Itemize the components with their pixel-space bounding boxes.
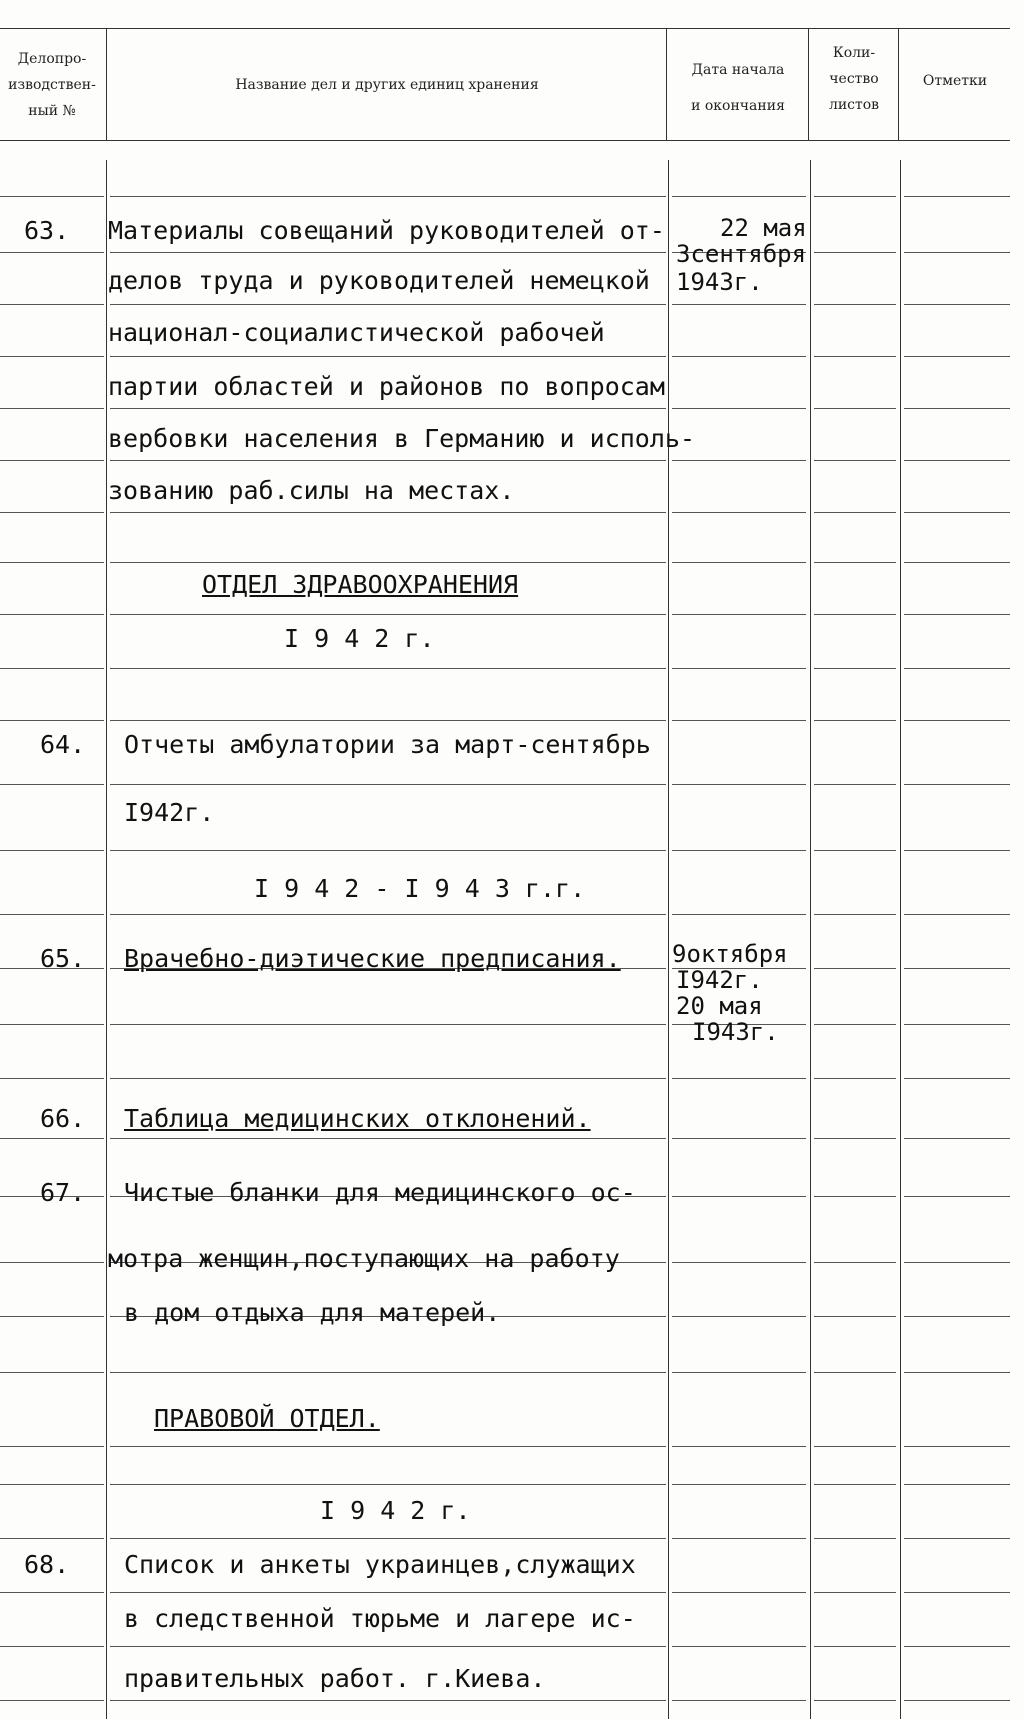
- entry-number: 63.: [24, 216, 70, 245]
- entry-number: 65.: [40, 944, 86, 973]
- entry-date: 20 мая: [676, 992, 763, 1020]
- ruled-line: [0, 1646, 104, 1647]
- entry-date: I942г.: [676, 966, 763, 994]
- header-sheets-line: листов: [828, 97, 880, 113]
- column-divider: [668, 160, 669, 1719]
- ruled-line: [672, 1262, 806, 1263]
- ruled-line: [110, 252, 666, 253]
- ruled-line: [814, 1446, 896, 1447]
- entry-date: 3сентября: [676, 240, 807, 268]
- ruled-line: [110, 1592, 666, 1593]
- ruled-line: [904, 356, 1010, 357]
- ruled-line: [0, 720, 104, 721]
- ruled-line: [904, 512, 1010, 513]
- ruled-line: [110, 1138, 666, 1139]
- ruled-line: [672, 1484, 806, 1485]
- ruled-line: [110, 784, 666, 785]
- ruled-line: [814, 720, 896, 721]
- entry-title-line: Врачебно-диэтические предписания.: [124, 944, 621, 973]
- ruled-line: [110, 614, 666, 615]
- ruled-line: [0, 1372, 104, 1373]
- ruled-line: [814, 668, 896, 669]
- ruled-line: [672, 784, 806, 785]
- ruled-line: [0, 460, 104, 461]
- entry-title-line: мотра женщин,поступающих на работу: [108, 1244, 620, 1273]
- entry-number: 67.: [40, 1178, 86, 1207]
- entry-title-line: I942г.: [124, 798, 215, 827]
- ruled-line: [904, 1196, 1010, 1197]
- ruled-line: [672, 196, 806, 197]
- ruled-line: [0, 252, 104, 253]
- ruled-line: [904, 1372, 1010, 1373]
- ruled-line: [814, 408, 896, 409]
- ruled-line: [0, 304, 104, 305]
- ruled-line: [110, 1372, 666, 1373]
- ruled-line: [904, 196, 1010, 197]
- ruled-line: [904, 1078, 1010, 1079]
- ruled-line: [110, 512, 666, 513]
- ruled-line: [904, 784, 1010, 785]
- ruled-line: [904, 304, 1010, 305]
- ruled-line: [904, 614, 1010, 615]
- entry-number: 64.: [40, 730, 86, 759]
- ruled-line: [904, 1538, 1010, 1539]
- ruled-line: [0, 1592, 104, 1593]
- ruled-line: [814, 1700, 896, 1701]
- ruled-line: [814, 1316, 896, 1317]
- ruled-line: [0, 850, 104, 851]
- ruled-line: [814, 1372, 896, 1373]
- entry-date: I943г.: [692, 1018, 779, 1046]
- column-divider: [106, 160, 107, 1719]
- header-notes-column: Отметки: [922, 73, 988, 89]
- entry-title-line: вербовки населения в Германию и исполь-: [108, 424, 695, 453]
- ruled-line: [904, 252, 1010, 253]
- section-year: I 9 4 2 г.: [284, 624, 435, 653]
- ruled-line: [904, 850, 1010, 851]
- ruled-line: [904, 1646, 1010, 1647]
- ruled-line: [110, 356, 666, 357]
- ruled-line: [110, 1484, 666, 1485]
- ruled-line: [672, 356, 806, 357]
- ruled-line: [672, 668, 806, 669]
- section-title: ОТДЕЛ ЗДРАВООХРАНЕНИЯ: [202, 570, 519, 599]
- header-top-rule: [0, 28, 1010, 29]
- ruled-line: [110, 1700, 666, 1701]
- ruled-line: [814, 252, 896, 253]
- ruled-line: [672, 562, 806, 563]
- entry-title-line: партии областей и районов по вопросам: [108, 372, 665, 401]
- ruled-line: [0, 1024, 104, 1025]
- header-title-column: Название дел и других единиц хранения: [235, 77, 539, 93]
- section-year: I 9 4 2 - I 9 4 3 г.г.: [254, 874, 586, 903]
- ruled-line: [904, 1446, 1010, 1447]
- ruled-line: [0, 408, 104, 409]
- entry-title-line: национал-социалистической рабочей: [108, 318, 605, 347]
- ruled-line: [672, 1372, 806, 1373]
- header-sheets-column: [810, 40, 898, 118]
- ruled-line: [814, 1646, 896, 1647]
- header-bottom-rule: [0, 140, 1010, 141]
- ruled-line: [0, 196, 104, 197]
- header-number-line: Делопро-: [17, 51, 87, 67]
- ruled-line: [672, 1700, 806, 1701]
- ruled-line: [672, 304, 806, 305]
- ruled-line: [110, 668, 666, 669]
- ruled-line: [814, 784, 896, 785]
- ruled-line: [814, 1484, 896, 1485]
- ruled-line: [904, 408, 1010, 409]
- header-sheets-line: чество: [829, 71, 879, 87]
- entry-title-line: в следственной тюрьме и лагере ис-: [124, 1604, 636, 1633]
- header-sheets-line: Коли-: [832, 45, 876, 61]
- ruled-line: [0, 784, 104, 785]
- ruled-line: [0, 1484, 104, 1485]
- ruled-line: [672, 1446, 806, 1447]
- ruled-line: [672, 1138, 806, 1139]
- column-divider: [900, 160, 901, 1719]
- column-divider: [810, 160, 811, 1719]
- entry-title-line: Таблица медицинских отклонений.: [124, 1104, 591, 1133]
- ruled-line: [110, 1646, 666, 1647]
- ruled-line: [814, 614, 896, 615]
- ruled-line: [0, 914, 104, 915]
- ruled-line: [904, 1592, 1010, 1593]
- entry-title-line: Чистые бланки для медицинского ос-: [124, 1178, 636, 1207]
- entry-title-line: зованию раб.силы на местах.: [108, 476, 515, 505]
- ruled-line: [672, 460, 806, 461]
- ruled-line: [672, 850, 806, 851]
- ruled-line: [672, 1196, 806, 1197]
- header-dates-column: [668, 52, 808, 124]
- entry-title-line: делов труда и руководителей немецкой: [108, 266, 650, 295]
- header-number-column: [0, 46, 104, 124]
- ruled-line: [904, 1484, 1010, 1485]
- ruled-line: [672, 914, 806, 915]
- ruled-line: [0, 668, 104, 669]
- entry-date: 1943г.: [676, 268, 763, 296]
- entry-number: 68.: [24, 1550, 70, 1579]
- entry-title-line: в дом отдыха для матерей.: [124, 1298, 501, 1327]
- ruled-line: [672, 1078, 806, 1079]
- ruled-line: [814, 562, 896, 563]
- ruled-line: [814, 1196, 896, 1197]
- ruled-line: [904, 968, 1010, 969]
- ruled-line: [904, 1138, 1010, 1139]
- ruled-line: [814, 1138, 896, 1139]
- ruled-line: [0, 1700, 104, 1701]
- ruled-line: [672, 408, 806, 409]
- entry-title-line: Список и анкеты украинцев,служащих: [124, 1550, 636, 1579]
- header-dates-line: и окончания: [691, 98, 785, 114]
- ruled-line: [904, 1700, 1010, 1701]
- ruled-line: [0, 1316, 104, 1317]
- ruled-line: [904, 1262, 1010, 1263]
- entry-date: 9октября: [672, 940, 788, 968]
- ruled-line: [904, 668, 1010, 669]
- ruled-line: [814, 914, 896, 915]
- ruled-line: [110, 1078, 666, 1079]
- ruled-line: [904, 1024, 1010, 1025]
- ruled-line: [672, 1538, 806, 1539]
- ruled-line: [904, 720, 1010, 721]
- ruled-line: [814, 1024, 896, 1025]
- entry-number: 66.: [40, 1104, 86, 1133]
- ruled-line: [814, 1592, 896, 1593]
- ruled-line: [0, 1262, 104, 1263]
- ruled-line: [904, 562, 1010, 563]
- column-divider: [106, 28, 107, 140]
- entry-date: 22 мая: [720, 214, 807, 242]
- ruled-line: [814, 304, 896, 305]
- section-title: ПРАВОВОЙ ОТДЕЛ.: [154, 1404, 380, 1433]
- ruled-line: [110, 460, 666, 461]
- ruled-line: [0, 356, 104, 357]
- ruled-line: [814, 1262, 896, 1263]
- section-year: I 9 4 2 г.: [320, 1496, 471, 1525]
- ruled-line: [672, 1646, 806, 1647]
- ruled-line: [0, 1138, 104, 1139]
- entry-title-line: Материалы совещаний руководителей от-: [108, 216, 665, 245]
- ruled-line: [814, 512, 896, 513]
- column-divider: [666, 28, 667, 140]
- ruled-line: [904, 1316, 1010, 1317]
- header-dates-line: Дата начала: [691, 62, 785, 78]
- ruled-line: [110, 1446, 666, 1447]
- ruled-line: [110, 1538, 666, 1539]
- ruled-line: [0, 1078, 104, 1079]
- header-number-line: изводствен-: [8, 77, 96, 93]
- column-divider: [808, 28, 809, 140]
- ruled-line: [814, 968, 896, 969]
- ruled-line: [672, 720, 806, 721]
- ruled-line: [0, 1538, 104, 1539]
- ruled-line: [814, 196, 896, 197]
- ruled-line: [904, 460, 1010, 461]
- ruled-line: [0, 512, 104, 513]
- ruled-line: [672, 614, 806, 615]
- ruled-line: [814, 356, 896, 357]
- ruled-line: [0, 1446, 104, 1447]
- ruled-line: [110, 850, 666, 851]
- ruled-line: [814, 1538, 896, 1539]
- ruled-line: [110, 914, 666, 915]
- ruled-line: [110, 1024, 666, 1025]
- ruled-line: [110, 196, 666, 197]
- ruled-line: [814, 1078, 896, 1079]
- ruled-line: [672, 1592, 806, 1593]
- ruled-line: [672, 1316, 806, 1317]
- ruled-line: [110, 720, 666, 721]
- ruled-line: [672, 512, 806, 513]
- ruled-line: [0, 614, 104, 615]
- ruled-line: [814, 460, 896, 461]
- ruled-line: [110, 562, 666, 563]
- ruled-line: [110, 304, 666, 305]
- ruled-line: [904, 914, 1010, 915]
- column-divider: [898, 28, 899, 140]
- header-number-line: ный №: [28, 103, 76, 119]
- entry-title-line: правительных работ. г.Киева.: [124, 1664, 546, 1693]
- ruled-line: [0, 562, 104, 563]
- entry-title-line: Отчеты амбулатории за март-сентябрь: [124, 730, 651, 759]
- ruled-line: [110, 408, 666, 409]
- ruled-line: [814, 850, 896, 851]
